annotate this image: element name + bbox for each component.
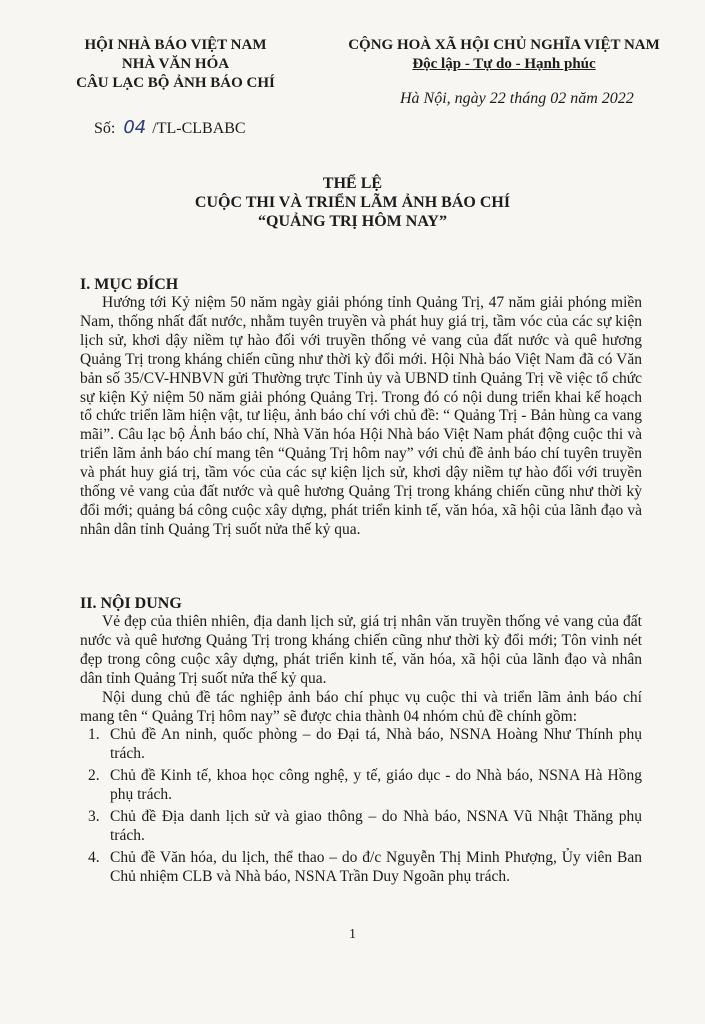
topic-item	[80, 808, 642, 846]
topic-text: Chủ đề Văn hóa, du lịch, thể thao – do đ/c Nguyễn Thị Minh Phượng, Ủy viên Ban Chủ nhiệm CLB và Nhà báo, NSNA Trần Duy Ngoãn phụ trách.	[110, 848, 642, 885]
topic-number: 3.	[88, 808, 100, 826]
title-line-2: CUỘC THI VÀ TRIỂN LÃM ẢNH BÁO CHÍ	[194, 194, 511, 211]
title-line-1: THỂ LỆ	[322, 175, 383, 192]
topic-number: 1.	[88, 726, 100, 744]
doc-no-handwritten: 04	[123, 117, 147, 138]
section-2-paragraph-1: Vẻ đẹp của thiên nhiên, địa danh lịch sử, giá trị nhân văn truyền thống vẻ vang của đất nước và quê hương Quảng Trị trong kháng chiến cũng như thời kỳ đổi mới; Tôn vinh nét đẹp trong công cuộc xây dựng, phát triển kinh tế, văn hóa, xã hội của lãnh đạo và nhân dân tỉnh Quảng Trị suốt nửa thế kỷ qua.	[80, 613, 642, 687]
topic-text: Chủ đề Địa danh lịch sử và giao thông – do Nhà báo, NSNA Vũ Nhật Thăng phụ trách.	[110, 808, 642, 844]
org-line-2: NHÀ VĂN HÓA	[121, 56, 230, 72]
topic-text: Chủ đề An ninh, quốc phòng – do Đại tá, Nhà báo, NSNA Hoàng Như Thính phụ trách.	[110, 726, 642, 763]
topic-item	[80, 849, 642, 887]
topic-number: 2.	[88, 767, 100, 785]
topic-list	[80, 726, 642, 886]
document-title	[0, 174, 705, 231]
section-2-paragraph-2: Nội dung chủ đề tác nghiệp ảnh báo chí phục vụ cuộc thi và triển lãm ảnh báo chí mang tên “ Quảng Trị hôm nay” sẽ được chia thành 04 nhóm chủ đề chính gồm:	[80, 688, 642, 725]
section-1-paragraph: Hướng tới Kỷ niệm 50 năm ngày giải phóng tỉnh Quảng Trị, 47 năm giải phóng miền Nam, thống nhất đất nước, nhằm tuyên truyền và phát huy giá trị, tầm vóc của các sự kiện lịch sử, khơi dậy niềm tự hào đối với truyền thống vẻ vang của đất nước và quê hương Quảng Trị trong kháng chiến cũng như thời kỳ đổi mới. Hội Nhà báo Việt Nam đã có Văn bản số 35/CV-HNBVN gửi Thường trực Tỉnh ủy và UBND tỉnh Quảng Trị về việc tổ chức sự kiện Kỷ niệm 50 năm giải phóng Quảng Trị. Trong đó có nội dung triển khai kế hoạch tổ chức triển lãm hiện vật, tư liệu, ảnh báo chí với chủ đề: “ Quảng Trị - Bản hùng ca vang mãi”. Câu lạc bộ Ảnh báo chí, Nhà Văn hóa Hội Nhà báo Việt Nam phát động cuộc thi và triển lãm ảnh báo chí mang tên “Quảng Trị hôm nay” với chủ đề ảnh báo chí tuyên truyền và phát huy giá trị, tầm vóc của các sự kiện lịch sử, khơi dậy niềm tự hào đối với truyền thống vẻ vang của đất nước và quê hương Quảng Trị trong kháng chiến cũng như thời kỳ đổi mới; quảng bá công cuộc xây dựng, phát triển kinh tế, văn hóa, xã hội của lãnh đạo và nhân dân tỉnh Quảng Trị suốt nửa thế kỷ qua.	[80, 294, 642, 538]
section-2-body	[80, 613, 642, 890]
doc-no-prefix: Số:	[94, 120, 116, 137]
org-line-3: CÂU LẠC BỘ ẢNH BÁO CHÍ	[76, 75, 275, 91]
title-line-3: “QUẢNG TRỊ HÔM NAY”	[258, 213, 447, 230]
section-1-body	[80, 294, 642, 540]
national-motto: Độc lập - Tự do - Hạnh phúc	[412, 56, 596, 72]
topic-text: Chủ đề Kinh tế, khoa học công nghệ, y tế, giáo dục - do Nhà báo, NSNA Hà Hồng phụ trách.	[110, 767, 642, 804]
document-date: Hà Nội, ngày 22 tháng 02 năm 2022	[400, 90, 634, 107]
topic-item	[80, 726, 642, 764]
section-1-heading: I. MỤC ĐÍCH	[80, 276, 179, 293]
section-2-heading: II. NỘI DUNG	[80, 595, 182, 612]
issuing-organization	[58, 36, 293, 93]
document-number	[94, 117, 246, 138]
doc-no-suffix: /TL-CLBABC	[152, 120, 246, 137]
topic-item	[80, 767, 642, 805]
org-line-1: HỘI NHÀ BÁO VIỆT NAM	[84, 37, 267, 53]
topic-number: 4.	[88, 848, 100, 866]
page-number: 1	[349, 927, 356, 942]
country-name: CỘNG HOÀ XÃ HỘI CHỦ NGHĨA VIỆT NAM	[348, 37, 660, 53]
national-header	[326, 36, 682, 74]
